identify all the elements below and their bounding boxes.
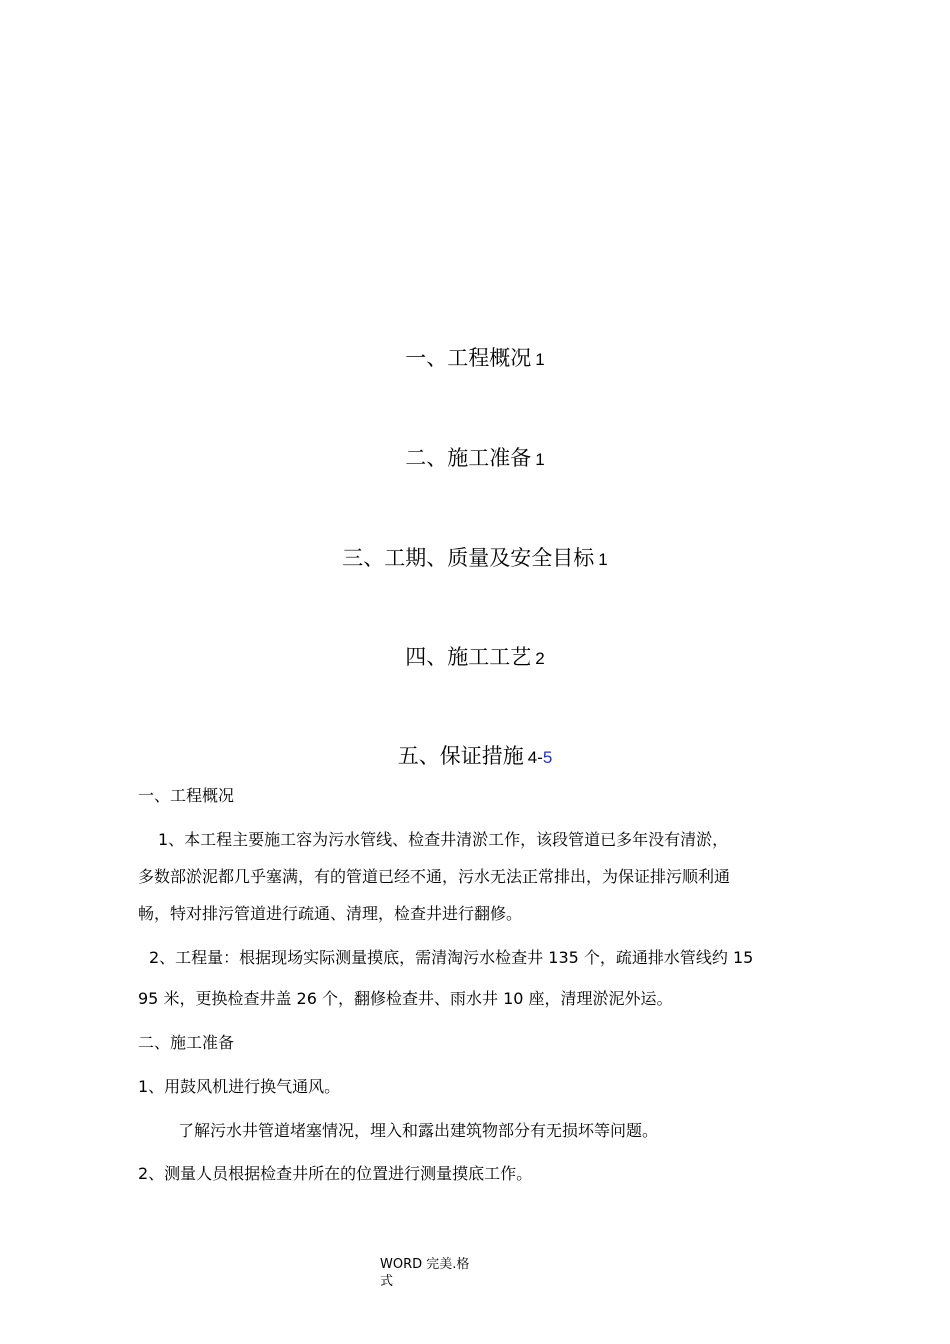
section-1-paragraph-1-line-2: 多数部淤泥都几乎塞满，有的管道已经不通，污水无法正常排出，为保证排污顺利通	[138, 867, 731, 886]
toc-item-5[interactable]	[0, 742, 950, 772]
section-1-paragraph-2-line-2: 95 米，更换检查井盖 26 个，翻修检查井、雨水井 10 座，清理淤泥外运。	[138, 989, 673, 1008]
toc-item-4-title: 四、施工工艺	[405, 645, 532, 669]
toc-item-1-title: 一、工程概况	[405, 346, 532, 370]
toc-item-3[interactable]	[0, 544, 950, 574]
toc-item-1-page: 1	[535, 350, 545, 369]
section-2-item-1-detail: 了解污水井管道堵塞情况，埋入和露出建筑物部分有无损坏等问题。	[178, 1121, 659, 1140]
section-1-paragraph-1-line-3: 畅，特对排污管道进行疏通、清理，检查井进行翻修。	[138, 904, 523, 923]
toc-item-4-page: 2	[535, 649, 545, 668]
toc-item-4[interactable]	[0, 643, 950, 673]
section-1-paragraph-1-line-1: 1、本工程主要施工容为污水管线、检查井清淤工作，该段管道已多年没有清淤，	[158, 830, 729, 849]
toc-item-2[interactable]	[0, 444, 950, 474]
footer-line-1: WORD 完美.格	[380, 1257, 470, 1272]
section-2-item-2: 2、测量人员根据检查井所在的位置进行测量摸底工作。	[138, 1164, 533, 1183]
section-2-heading: 二、施工准备	[138, 1033, 235, 1052]
toc-item-5-page-end: 5	[542, 748, 553, 767]
page-footer	[380, 1256, 490, 1290]
section-1-paragraph-2-line-1: 2、工程量：根据现场实际测量摸底，需清淘污水检查井 135 个，疏通排水管线约 15	[149, 948, 754, 967]
toc-item-3-title: 三、工期、质量及安全目标	[342, 546, 595, 570]
toc-item-3-page: 1	[598, 550, 608, 569]
section-1-heading: 一、工程概况	[138, 786, 235, 805]
toc-item-5-title: 五、保证措施	[397, 744, 524, 768]
toc-item-1[interactable]	[0, 344, 950, 374]
toc-item-5-page-start: 4-	[527, 748, 543, 767]
footer-line-2: 式	[380, 1274, 394, 1289]
section-2-item-1: 1、用鼓风机进行换气通风。	[138, 1077, 341, 1096]
toc-item-2-page: 1	[535, 450, 545, 469]
toc-item-2-title: 二、施工准备	[405, 446, 532, 470]
